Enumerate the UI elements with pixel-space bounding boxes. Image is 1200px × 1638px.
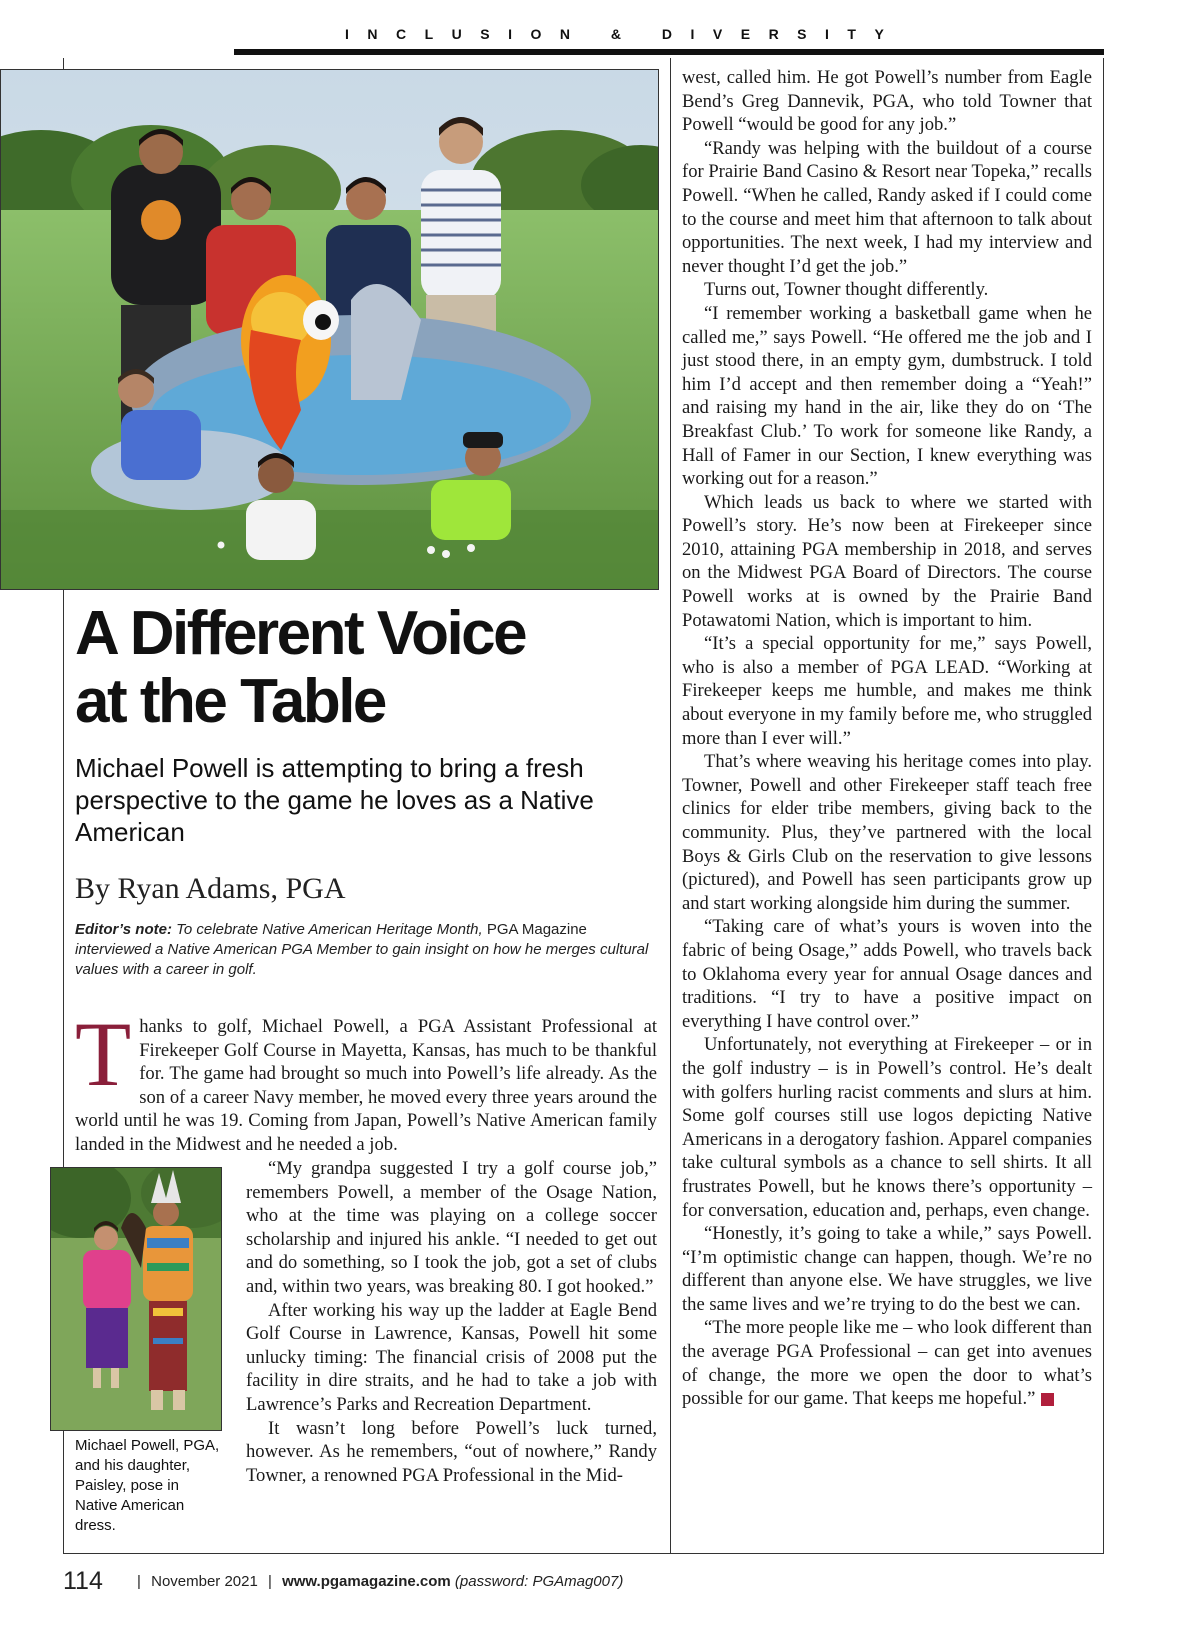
frame-bottom-rule	[63, 1553, 1104, 1554]
article-paragraph: That’s where weaving his heritage comes into play. Towner, Powell and other Firekeeper staff teach free clinics for elder tribe members, giving back to the community. Plus, they’ve partnered with the local Boys & Girls Club on the reservation to give lessons (pictured), and Powell has seen participants grow up and start working alongside him during the summer.	[682, 751, 1092, 914]
article-paragraph: west, called him. He got Powell’s number from Eagle Bend’s Greg Dannevik, PGA, who told Towner that Powell “would be good for any job.”	[682, 67, 1092, 136]
headline-line-1: A Different Voice	[75, 599, 526, 668]
section-header: INCLUSION & DIVERSITY	[345, 26, 903, 42]
article-intro	[75, 1003, 657, 1157]
article-paragraph: hanks to golf, Michael Powell, a PGA Assistant Professional at Firekeeper Golf Course in Mayetta, Kansas, has much to be thankful for. The game had brought so much into Powell’s life already. As the son of a career Navy member, he moved every three years around the world until he was 19. Coming from Japan, Powell’s Native American family landed in the Midwest and he needed a job.	[75, 1016, 657, 1155]
footer-url-link[interactable]: www.pgamagazine.com	[282, 1573, 451, 1590]
byline: By Ryan Adams, PGA	[75, 872, 346, 905]
caption-photo	[50, 1167, 222, 1431]
footer-password: (password: PGAmag007)	[454, 1573, 624, 1590]
article-column-left	[246, 1157, 657, 1487]
footer-separator: |	[268, 1573, 272, 1590]
headline-line-2: at the Table	[75, 667, 385, 736]
column-divider	[670, 58, 671, 1553]
subhead: Michael Powell is attempting to bring a fresh perspective to the game he loves as a Native American	[75, 753, 594, 847]
article-paragraph-final	[682, 1316, 1092, 1410]
page-footer	[63, 1567, 623, 1596]
article-paragraph: “It’s a special opportunity for me,” says Powell, who is also a member of PGA LEAD. “Working at Firekeeper keeps me humble, and makes me think about everyone in my family before me, who struggled more than I ever will.”	[682, 633, 1092, 749]
main-photo	[0, 69, 659, 590]
father-daughter-photo	[51, 1168, 222, 1431]
frame-right-rule	[1103, 58, 1104, 1553]
article-paragraph: It wasn’t long before Powell’s luck turned, however. As he remembers, “out of nowhere,” Randy Towner, a renowned PGA Professional in the Mid-	[246, 1417, 657, 1486]
article-paragraph: “I remember working a basketball game when he called me,” says Powell. “He offered me the job and I just stood there, in an empty gym, dumbstruck. I told him I’d accept and then remember doing a “Yeah!” and raising my hand in the air, like they do on ‘The Breakfast Club.’ To work for someone like Randy, a Hall of Famer in our Section, I knew everything was working out for a reason.”	[682, 302, 1092, 490]
editors-note-text-before: To celebrate Native American Heritage Month,	[176, 921, 483, 938]
end-mark-icon	[1041, 1393, 1054, 1406]
article-paragraph: Unfortunately, not everything at Firekeeper – or in the golf industry – is in Powell’s control. He’s dealt with golfers hurling racist comments and slurs at him. Some golf courses still use logos depicting Native Americans in a derogatory fashion. Apparel companies take cultural symbols as a chance to sell shirts. It all frustrates Powell, but he knows there’s opportunity – for conversation, education and, perhaps, even change.	[682, 1034, 1092, 1221]
header-rule	[234, 49, 1104, 55]
article-paragraph: Which leads us back to where we started with Powell’s story. He’s now been at Firekeeper since 2010, attaining PGA membership in 2018, and serves on the Midwest PGA Board of Directors. The course Powell works at is owned by the Prairie Band Potawatomi Nation, which is important to him.	[682, 491, 1092, 631]
page-number: 114	[63, 1567, 103, 1595]
article-paragraph: Turns out, Towner thought differently.	[704, 279, 989, 301]
headline	[75, 600, 655, 736]
dropcap: T	[75, 1003, 132, 1105]
photo-caption: Michael Powell, PGA, and his daughter, Paisley, pose in Native American dress.	[75, 1437, 220, 1534]
article-paragraph: “Honestly, it’s going to take a while,” says Powell. “I’m optimistic change can happen, though. We’re no different than anyone else. We have struggles, we live the same lives and we’re trying to do the best we can.	[682, 1223, 1092, 1315]
footer-separator: |	[137, 1573, 141, 1590]
article-paragraph: After working his way up the ladder at Eagle Bend Golf Course in Lawrence, Kansas, Powell hit some unlucky timing: The financial crisis of 2008 put the facility in dire straits, and he had to take a job with Lawrence’s Parks and Recreation Department.	[246, 1299, 657, 1415]
editors-note-label: Editor’s note:	[75, 921, 172, 938]
article-paragraph: “My grandpa suggested I try a golf course job,” remembers Powell, a member of the Osage Nation, who at the time was playing on a college soccer scholarship and injured his ankle. “I needed to get out and do something, so I took the job, got a set of clubs and, within two years, was breaking 80. I got hooked.”	[246, 1158, 657, 1297]
editors-note-text-after: interviewed a Native American PGA Member to gain insight on how he merges cultural values with a career in golf.	[75, 941, 649, 978]
article-paragraph: “Randy was helping with the buildout of a course for Prairie Band Casino & Resort near Topeka,” recalls Powell. “When he called, Randy asked if I could come to the course and meet him that afternoon to talk about opportunities. The next week, I had my interview and never thought I’d get the job.”	[682, 137, 1092, 277]
article-paragraph: “Taking care of what’s yours is woven into the fabric of being Osage,” adds Powell, who travels back to Oklahoma every year for annual Osage dances and traditions. “I try to have a positive impact on everything I have control over.”	[682, 916, 1092, 1032]
final-paragraph-text: “The more people like me – who look different than the average PGA Professional – can get into avenues of change, the more we open the door to what’s possible for our game. That keeps me hopeful.”	[682, 1317, 1092, 1410]
editors-note	[75, 920, 655, 980]
article-column-right	[682, 66, 1092, 1411]
footer-date: November 2021	[151, 1573, 258, 1590]
editors-note-magazine: PGA Magazine	[486, 921, 587, 938]
golf-clinic-photo	[1, 70, 659, 590]
